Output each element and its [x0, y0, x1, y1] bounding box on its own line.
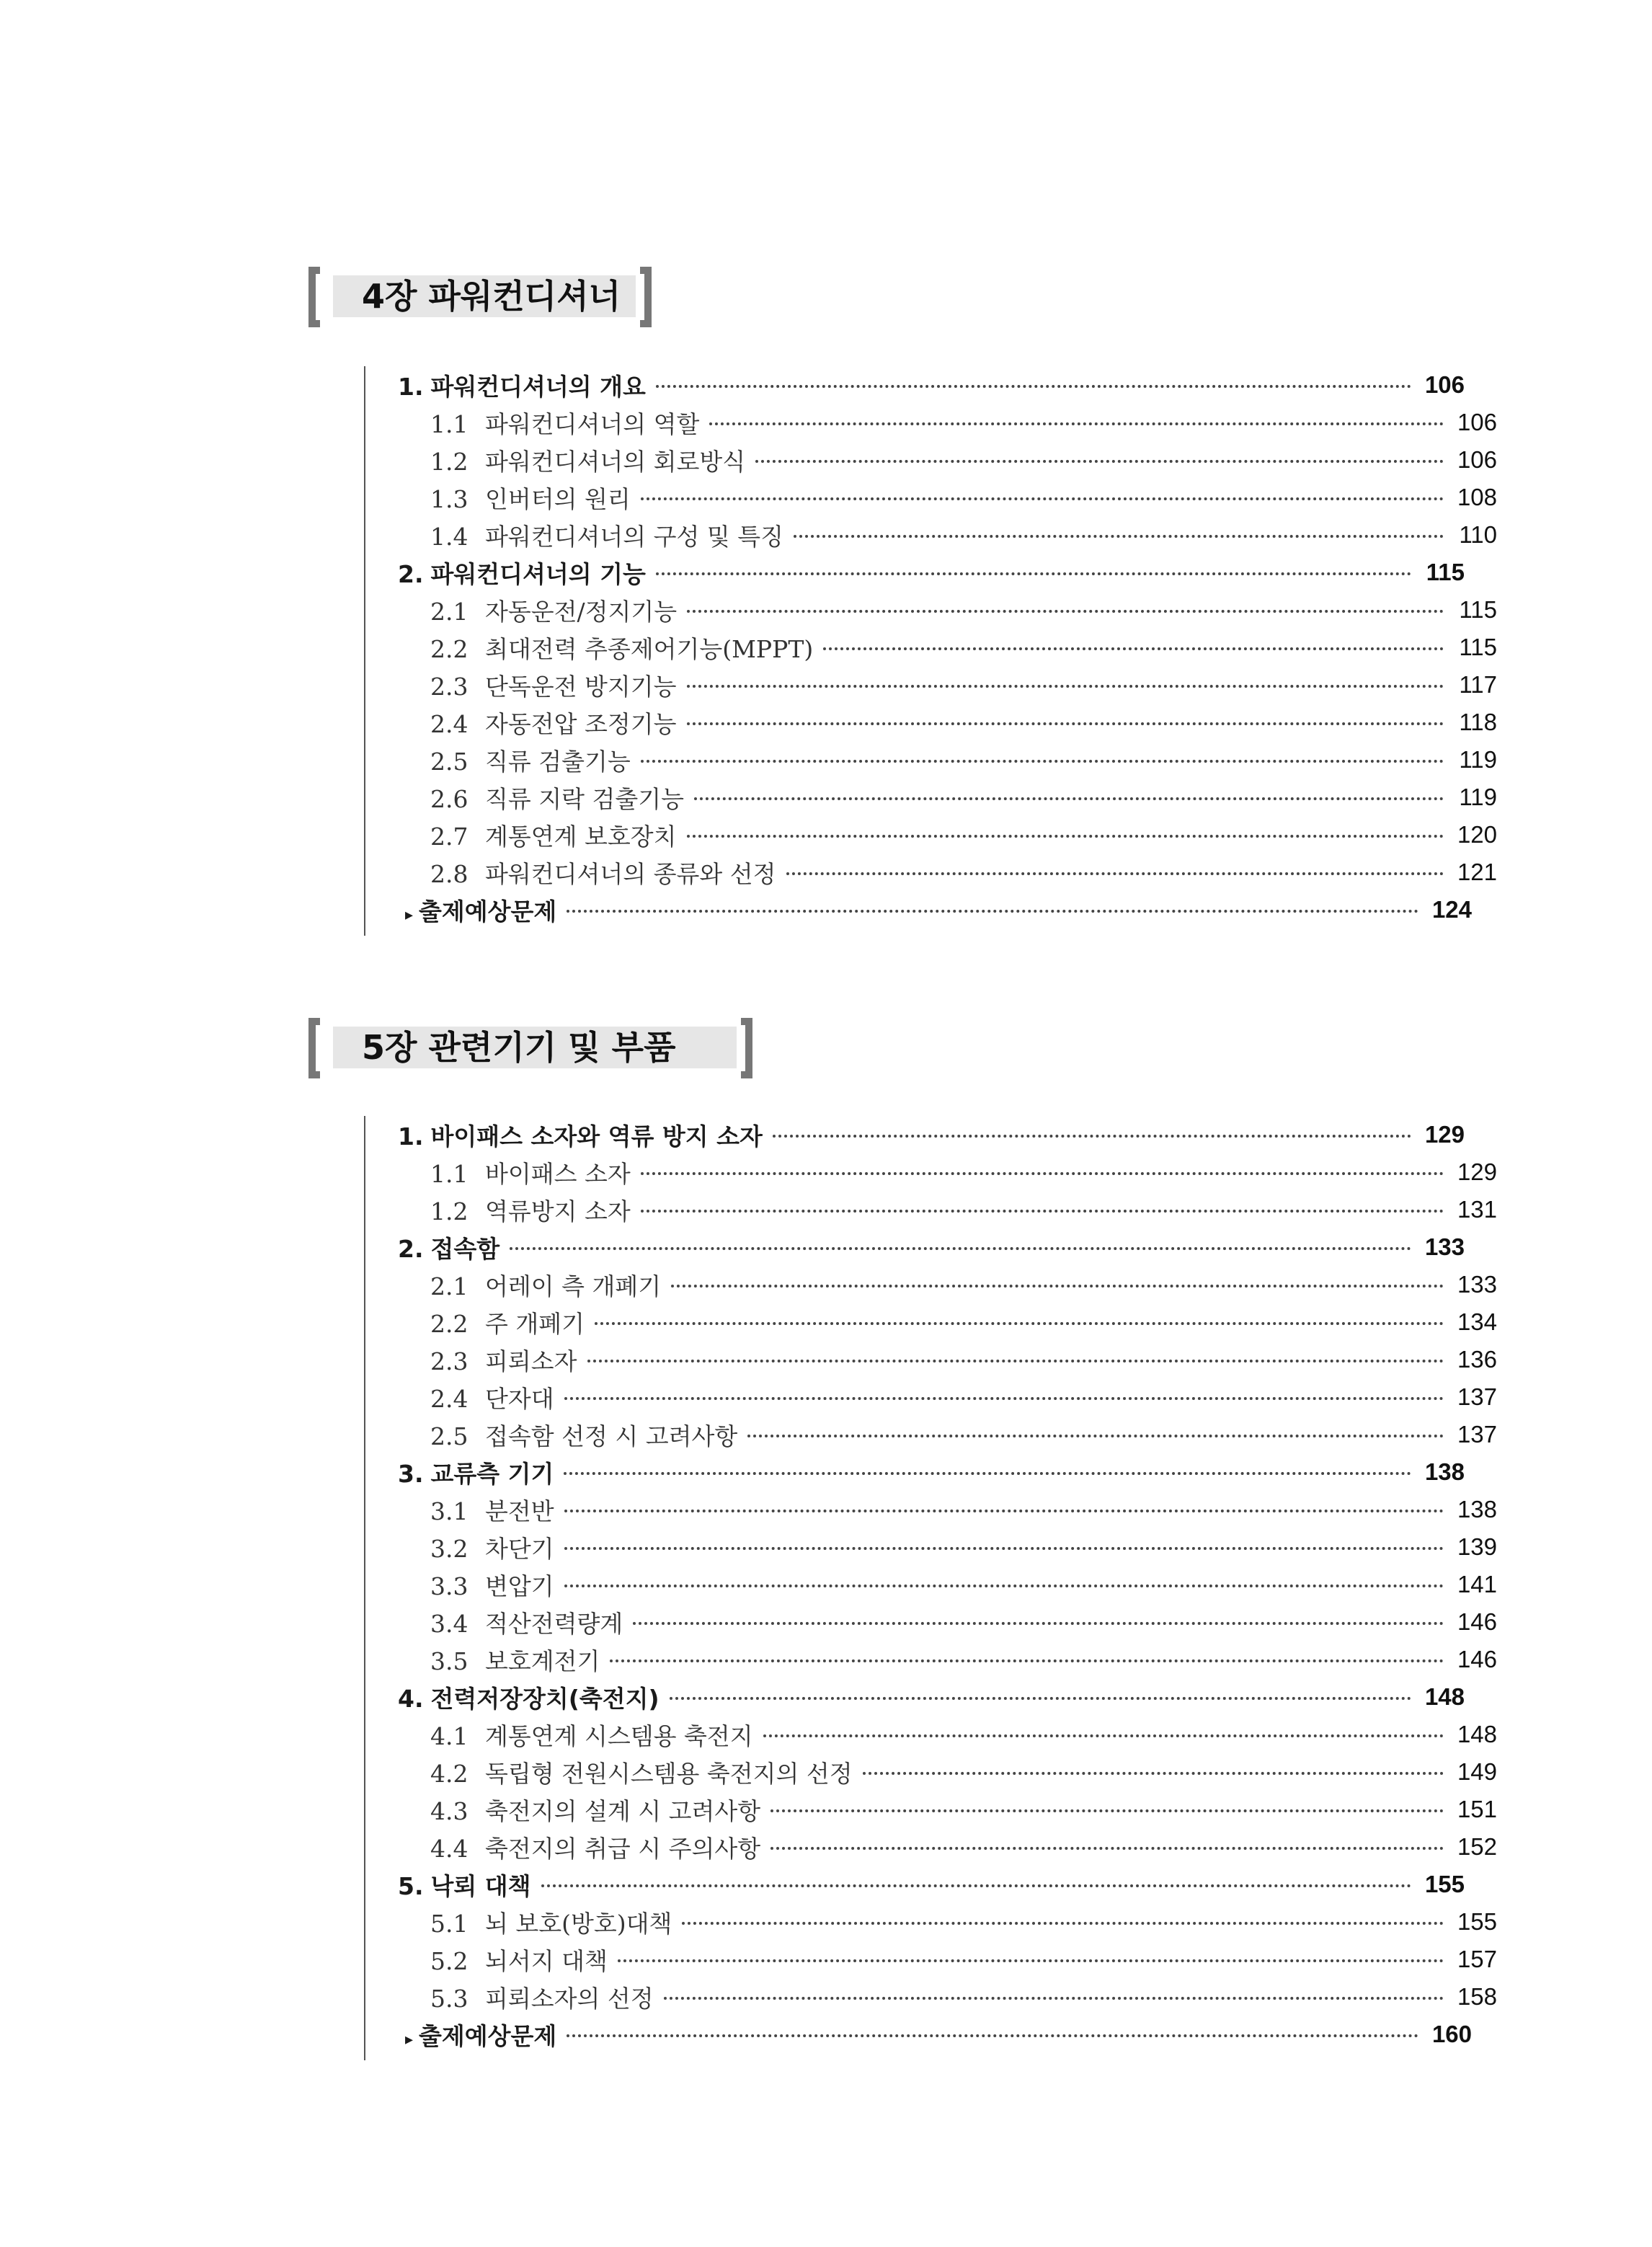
entry-text: 파워컨디셔너의 개요	[430, 372, 646, 401]
subsection-entry[interactable]	[365, 1491, 1497, 1528]
entry-text: 직류 검출기능	[485, 747, 631, 776]
entry-label	[430, 1493, 554, 1527]
entry-text: 어레이 측 개폐기	[485, 1272, 662, 1300]
dot-leader	[510, 1247, 1411, 1250]
entry-label	[430, 1755, 853, 1789]
page-number: 133	[1424, 1233, 1465, 1260]
entry-number: 5.2	[430, 1946, 468, 1975]
page-number: 124	[1431, 896, 1472, 923]
subsection-entry[interactable]	[365, 704, 1497, 741]
page-number: 131	[1457, 1196, 1497, 1223]
page-number: 158	[1457, 1983, 1497, 2010]
entry-text: 축전지의 취급 시 주의사항	[485, 1834, 761, 1863]
entry-text: 파워컨디셔너의 회로방식	[485, 447, 746, 476]
subsection-entry[interactable]	[365, 1266, 1497, 1303]
entry-label	[430, 1643, 600, 1677]
dot-leader	[773, 1135, 1411, 1138]
dot-leader	[682, 1922, 1444, 1925]
dot-leader	[794, 535, 1444, 538]
entry-label	[430, 1793, 760, 1827]
page-number: 106	[1457, 409, 1497, 435]
right-bracket-icon	[741, 1018, 752, 1078]
exercise-entry[interactable]	[365, 891, 1472, 929]
entry-text: 피뢰소자	[485, 1347, 577, 1375]
entry-label	[430, 518, 783, 552]
subsection-entry[interactable]	[365, 1753, 1497, 1791]
entry-number: 2.1	[430, 1272, 468, 1300]
subsection-entry[interactable]	[365, 666, 1497, 704]
entry-number: 2.	[398, 559, 424, 588]
page-number: 134	[1457, 1308, 1497, 1335]
entry-text: 출제예상문제	[419, 897, 557, 926]
page-number: 160	[1431, 2021, 1472, 2047]
dot-leader	[656, 385, 1411, 388]
dot-leader	[641, 1210, 1444, 1213]
entry-text: 뇌 보호(방호)대책	[485, 1909, 672, 1938]
section-entry[interactable]	[365, 1866, 1465, 1903]
toc-entry-list	[364, 1116, 1497, 2060]
section-entry[interactable]	[365, 1678, 1465, 1716]
subsection-entry[interactable]	[365, 479, 1497, 516]
page-number: 138	[1457, 1496, 1497, 1523]
subsection-entry[interactable]	[365, 629, 1497, 666]
dot-leader	[564, 1472, 1411, 1475]
entry-text: 자동전압 조정기능	[485, 709, 677, 738]
subsection-entry[interactable]	[365, 1303, 1497, 1341]
entry-text: 바이패스 소자와 역류 방지 소자	[430, 1122, 763, 1151]
entry-number: 1.2	[430, 1197, 468, 1226]
entry-number: 2.	[398, 1234, 424, 1263]
entry-label	[430, 781, 684, 815]
section-entry[interactable]	[365, 366, 1465, 404]
dot-leader	[670, 1697, 1411, 1700]
entry-label	[430, 1568, 554, 1602]
entry-text: 보호계전기	[485, 1647, 600, 1675]
entry-label	[398, 1231, 499, 1264]
dot-leader	[567, 2034, 1418, 2037]
entry-label	[430, 856, 776, 890]
entry-text: 자동운전/정지기능	[485, 597, 678, 626]
entry-number: 1.2	[430, 447, 468, 476]
entry-number: 3.1	[430, 1497, 468, 1525]
subsection-entry[interactable]	[365, 516, 1497, 554]
chapter-title: 5장 관련기기 및 부품	[362, 1028, 676, 1067]
page-number: 155	[1424, 1871, 1465, 1897]
subsection-entry[interactable]	[365, 1641, 1497, 1678]
entry-number: 2.5	[430, 1422, 468, 1450]
entry-number: 3.4	[430, 1609, 468, 1638]
subsection-entry[interactable]	[365, 441, 1497, 479]
dot-leader	[564, 1547, 1444, 1550]
page-number: 115	[1459, 596, 1497, 623]
entry-number: 3.5	[430, 1647, 468, 1675]
entry-label	[430, 481, 631, 515]
entry-label	[430, 818, 677, 852]
dot-leader	[863, 1772, 1444, 1775]
entry-text: 계통연계 보호장치	[485, 822, 677, 851]
triangle-bullet-icon: ▸	[405, 2030, 414, 2049]
entry-number: 4.1	[430, 1721, 468, 1750]
entry-text: 변압기	[485, 1572, 554, 1600]
entry-text: 접속함	[430, 1234, 500, 1263]
page-number: 152	[1457, 1833, 1497, 1860]
dot-leader	[687, 722, 1444, 725]
entry-text: 바이패스 소자	[485, 1159, 631, 1188]
dot-leader	[671, 1285, 1444, 1288]
dot-leader	[656, 572, 1411, 575]
entry-number: 2.5	[430, 747, 468, 776]
page-number: 148	[1457, 1721, 1497, 1747]
dot-leader	[709, 422, 1444, 425]
dot-leader	[610, 1659, 1444, 1662]
dot-leader	[687, 685, 1444, 688]
subsection-entry[interactable]	[365, 1566, 1497, 1603]
entry-label	[430, 1905, 672, 1939]
subsection-entry[interactable]	[365, 591, 1497, 629]
dot-leader	[564, 1397, 1444, 1400]
dot-leader	[747, 1435, 1444, 1437]
page-number: 146	[1457, 1608, 1497, 1635]
dot-leader	[541, 1884, 1411, 1887]
dot-leader	[587, 1360, 1444, 1362]
entry-label	[430, 668, 677, 702]
section-entry[interactable]	[365, 1116, 1465, 1153]
page-number: 155	[1457, 1908, 1497, 1935]
entry-text: 피뢰소자의 선정	[485, 1984, 654, 2013]
exercise-entry[interactable]	[365, 2016, 1472, 2053]
entry-number: 1.3	[430, 484, 468, 513]
entry-label	[430, 1156, 631, 1189]
entry-text: 차단기	[485, 1534, 554, 1563]
dot-leader	[771, 1847, 1444, 1850]
entry-text: 출제예상문제	[419, 2021, 557, 2050]
entry-number: 2.1	[430, 597, 468, 626]
entry-number: 2.3	[430, 672, 468, 701]
entry-number: 4.4	[430, 1834, 468, 1863]
dot-leader	[595, 1322, 1444, 1325]
entry-text: 최대전력 추종제어기능(MPPT)	[485, 634, 814, 663]
page-number: 136	[1457, 1346, 1497, 1373]
subsection-entry[interactable]	[365, 1941, 1497, 1978]
dot-leader	[763, 1734, 1444, 1737]
entry-text: 인버터의 원리	[485, 484, 631, 513]
entry-label	[405, 893, 556, 927]
entry-number: 2.6	[430, 784, 468, 813]
page-number: 137	[1457, 1421, 1497, 1448]
subsection-entry[interactable]	[365, 741, 1497, 779]
subsection-entry[interactable]	[365, 1378, 1497, 1416]
dot-leader	[786, 872, 1444, 875]
page-number: 106	[1457, 446, 1497, 473]
page-number: 157	[1457, 1946, 1497, 1972]
entry-number: 1.1	[430, 1159, 468, 1188]
entry-number: 2.4	[430, 709, 468, 738]
chapter-title: 4장 파워컨디셔너	[362, 277, 621, 316]
entry-text: 파워컨디셔너의 종류와 선정	[485, 859, 776, 888]
left-bracket-icon	[308, 1018, 320, 1078]
entry-label	[398, 368, 646, 402]
entry-label	[430, 1306, 585, 1339]
entry-number: 2.2	[430, 634, 468, 663]
subsection-entry[interactable]	[365, 1978, 1497, 2016]
page-number: 133	[1457, 1271, 1497, 1298]
entry-label	[430, 1268, 661, 1302]
page-number: 146	[1457, 1646, 1497, 1672]
triangle-bullet-icon: ▸	[405, 905, 414, 924]
entry-number: 2.7	[430, 822, 468, 851]
dot-leader	[641, 497, 1444, 500]
dot-leader	[618, 1959, 1444, 1962]
page-number: 110	[1459, 521, 1497, 548]
chapter-header	[308, 1018, 791, 1078]
dot-leader	[755, 460, 1444, 463]
page-number: 148	[1424, 1683, 1465, 1710]
chapter-header	[308, 267, 690, 327]
page-number: 129	[1457, 1158, 1497, 1185]
entry-label	[398, 1455, 554, 1489]
entry-label	[398, 1680, 660, 1714]
entry-label	[430, 593, 677, 627]
section-entry[interactable]	[365, 1228, 1465, 1266]
entry-text: 뇌서지 대책	[485, 1946, 608, 1975]
subsection-entry[interactable]	[365, 779, 1497, 816]
subsection-entry[interactable]	[365, 1903, 1497, 1941]
entry-label	[398, 556, 646, 590]
entry-text: 직류 지락 검출기능	[485, 784, 685, 813]
page-number: 120	[1457, 821, 1497, 848]
entry-label	[430, 1980, 654, 2014]
entry-label	[430, 443, 745, 477]
page-number: 129	[1424, 1121, 1465, 1148]
subsection-entry[interactable]	[365, 1191, 1497, 1228]
page-number: 119	[1459, 746, 1497, 773]
entry-number: 3.3	[430, 1572, 468, 1600]
page-number: 137	[1457, 1383, 1497, 1410]
page-number: 115	[1459, 634, 1497, 660]
entry-number: 3.	[398, 1459, 424, 1488]
page-number: 151	[1457, 1796, 1497, 1822]
entry-label	[430, 1418, 737, 1452]
subsection-entry[interactable]	[365, 854, 1497, 891]
entry-text: 주 개폐기	[485, 1309, 585, 1338]
entry-number: 4.	[398, 1684, 424, 1713]
entry-number: 1.1	[430, 409, 468, 438]
subsection-entry[interactable]	[365, 1791, 1497, 1828]
dot-leader	[687, 610, 1444, 613]
entry-label	[430, 1193, 631, 1227]
dot-leader	[687, 835, 1444, 838]
entry-label	[430, 743, 631, 777]
page-number: 141	[1457, 1571, 1497, 1597]
subsection-entry[interactable]	[365, 1341, 1497, 1378]
entry-label	[430, 1380, 554, 1414]
entry-text: 축전지의 설계 시 고려사항	[485, 1796, 761, 1825]
entry-text: 독립형 전원시스템용 축전지의 선정	[485, 1759, 853, 1788]
subsection-entry[interactable]	[365, 816, 1497, 854]
entry-number: 2.3	[430, 1347, 468, 1375]
page-number: 149	[1457, 1758, 1497, 1785]
entry-label	[430, 1530, 554, 1564]
section-entry[interactable]	[365, 1453, 1465, 1491]
entry-text: 낙뢰 대책	[430, 1871, 531, 1900]
entry-label	[430, 1605, 623, 1639]
page-number: 138	[1424, 1458, 1465, 1485]
dot-leader	[567, 910, 1418, 913]
entry-number: 5.1	[430, 1909, 468, 1938]
entry-text: 교류측 기기	[430, 1459, 554, 1488]
entry-label	[430, 1343, 577, 1377]
entry-number: 3.2	[430, 1534, 468, 1563]
subsection-entry[interactable]	[365, 404, 1497, 441]
subsection-entry[interactable]	[365, 1603, 1497, 1641]
toc-entry-list	[364, 366, 1497, 936]
entry-number: 2.2	[430, 1309, 468, 1338]
dot-leader	[771, 1809, 1444, 1812]
entry-number: 5.	[398, 1871, 424, 1900]
subsection-entry[interactable]	[365, 1716, 1497, 1753]
entry-label	[430, 406, 699, 440]
entry-label	[430, 706, 677, 740]
right-bracket-icon	[640, 267, 652, 327]
page-number: 119	[1459, 784, 1497, 810]
dot-leader	[694, 797, 1444, 800]
dot-leader	[564, 1510, 1444, 1512]
entry-number: 4.3	[430, 1796, 468, 1825]
entry-text: 역류방지 소자	[485, 1197, 631, 1226]
entry-label	[430, 1943, 608, 1977]
entry-text: 단자대	[485, 1384, 554, 1413]
page-number: 139	[1457, 1533, 1497, 1560]
page-number: 117	[1459, 671, 1497, 698]
entry-number: 5.3	[430, 1984, 468, 2013]
entry-text: 단독운전 방지기능	[485, 672, 677, 701]
page-number: 106	[1424, 371, 1465, 398]
dot-leader	[641, 760, 1444, 763]
entry-text: 분전반	[485, 1497, 554, 1525]
entry-number: 2.8	[430, 859, 468, 888]
section-entry[interactable]	[365, 554, 1465, 591]
dot-leader	[564, 1585, 1444, 1587]
subsection-entry[interactable]	[365, 1153, 1497, 1191]
entry-number: 1.	[398, 1122, 424, 1151]
page-number: 118	[1459, 709, 1497, 735]
entry-label	[398, 1868, 531, 1902]
entry-number: 1.	[398, 372, 424, 401]
entry-number: 1.4	[430, 522, 468, 551]
dot-leader	[823, 647, 1444, 650]
entry-number: 2.4	[430, 1384, 468, 1413]
entry-text: 파워컨디셔너의 기능	[430, 559, 646, 588]
entry-label	[405, 2018, 556, 2052]
entry-label	[430, 631, 813, 665]
entry-label	[398, 1118, 763, 1152]
left-bracket-icon	[308, 267, 320, 327]
subsection-entry[interactable]	[365, 1528, 1497, 1566]
subsection-entry[interactable]	[365, 1828, 1497, 1866]
page-number: 115	[1426, 559, 1465, 585]
entry-text: 파워컨디셔너의 구성 및 특징	[485, 522, 784, 551]
subsection-entry[interactable]	[365, 1416, 1497, 1453]
dot-leader	[633, 1622, 1444, 1625]
entry-label	[430, 1718, 753, 1752]
dot-leader	[664, 1997, 1444, 2000]
entry-label	[430, 1830, 760, 1864]
entry-text: 전력저장장치(축전지)	[430, 1684, 660, 1713]
entry-text: 파워컨디셔너의 역할	[485, 409, 700, 438]
entry-text: 적산전력량계	[485, 1609, 623, 1638]
entry-text: 접속함 선정 시 고려사항	[485, 1422, 738, 1450]
dot-leader	[641, 1172, 1444, 1175]
page-number: 108	[1457, 484, 1497, 510]
entry-text: 계통연계 시스템용 축전지	[485, 1721, 753, 1750]
entry-number: 4.2	[430, 1759, 468, 1788]
page-number: 121	[1457, 859, 1497, 885]
